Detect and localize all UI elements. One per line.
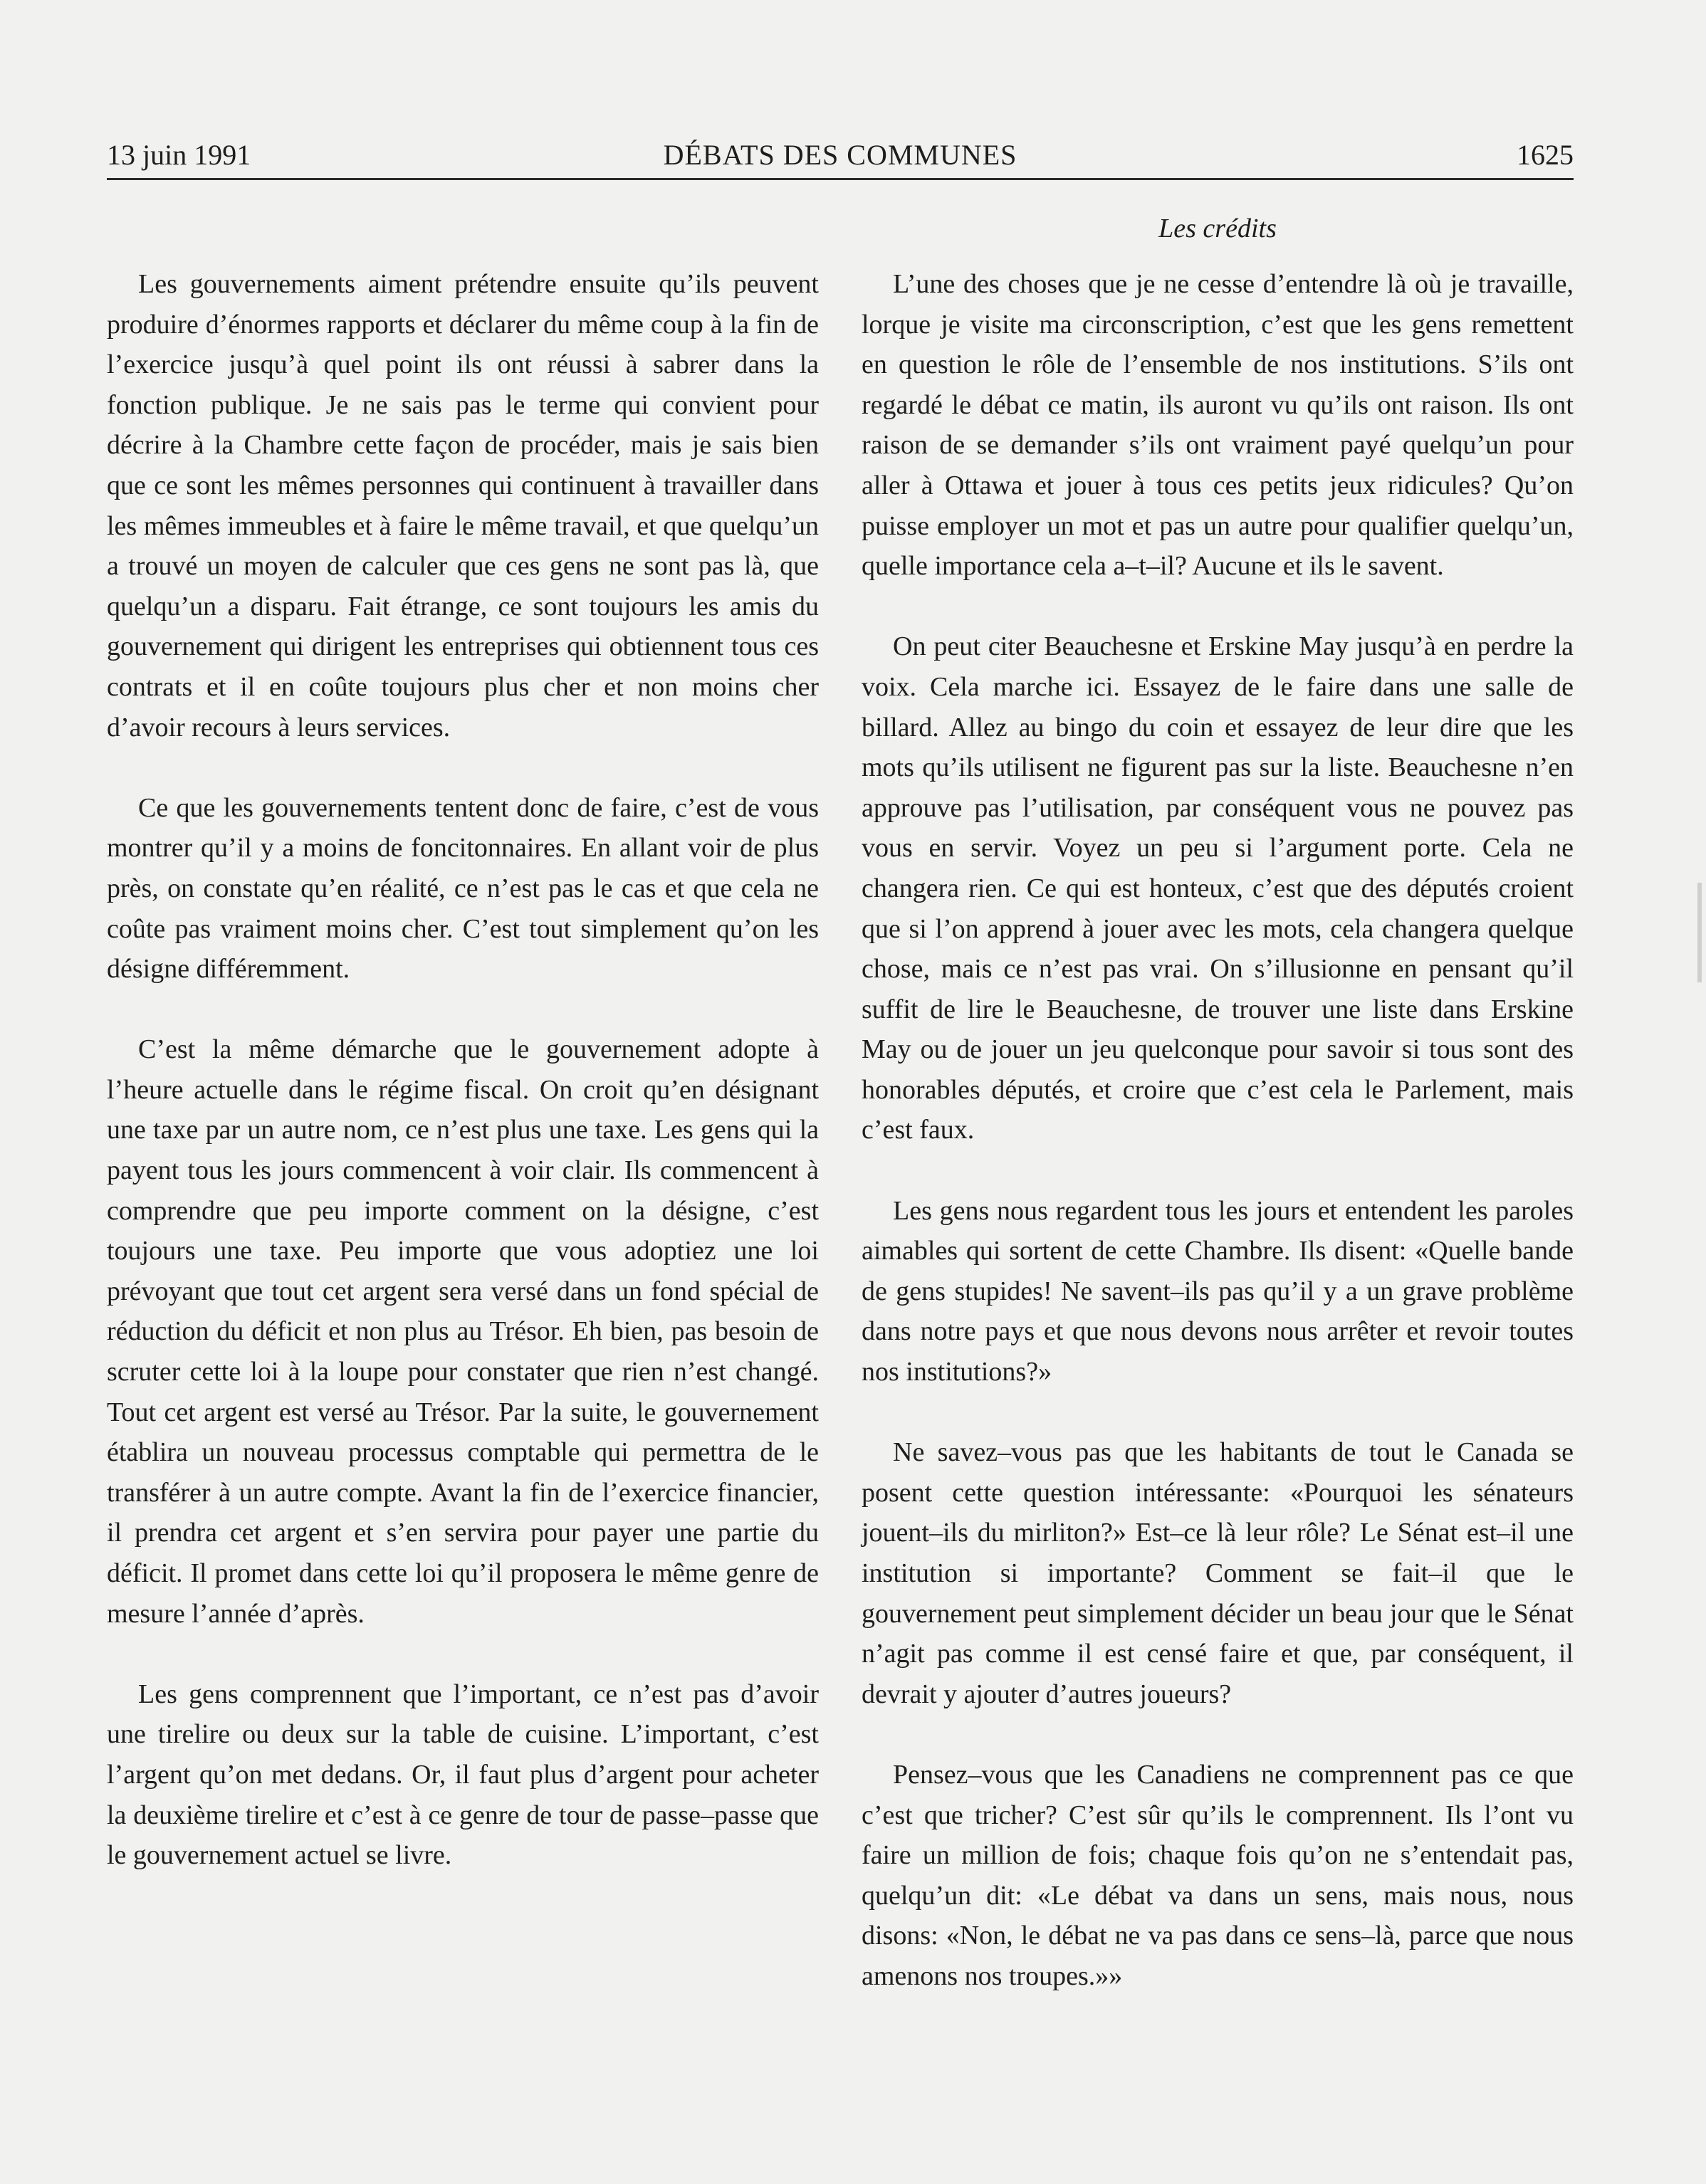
paragraph: L’une des choses que je ne cesse d’entendre là où je travaille, lorque je visite ma circonscription, c’est que les gens remettent en question le rôle de l’ensemble de nos institutions. S’ils ont regardé le débat ce matin, ils auront vu qu’ils ont raison. Ils ont raison de se demander s’ils ont vraiment payé quelqu’un pour aller à Ottawa et jouer à tous ces petits jeux ridicules? Qu’on puisse employer un mot et pas un autre pour qualifier quelqu’un, quelle importance cela a–t–il? Aucune et ils le savent. — [862, 269, 1574, 582]
left-column — [107, 264, 819, 1876]
journal-title: DÉBATS DES COMMUNES — [663, 139, 1017, 171]
section-title: Les crédits — [1158, 214, 1277, 243]
paragraph: Les gens nous regardent tous les jours et entendent les paroles aimables qui sortent de cette Chambre. Ils disent: «Quelle bande de gens stupides! Ne savent–ils pas qu’il y a un grave problème dans notre pays et que nous devons nous arrêter et revoir toutes nos institutions?» — [862, 1195, 1574, 1387]
right-column — [862, 264, 1574, 1997]
paragraph: Les gouvernements aiment prétendre ensuite qu’ils peuvent produire d’énormes rapports et déclarer du même coup à la fin de l’exercice jusqu’à quel point ils ont réussi à sabrer dans la fonction publique. Je ne sais pas le terme qui convient pour décrire à la Chambre cette façon de procéder, mais je sais bien que ce sont les mêmes personnes qui continuent à travailler dans les mêmes immeubles et à faire le même travail, et que quelqu’un a trouvé un moyen de calculer que ces gens ne sont pas là, que quelqu’un a disparu. Fait étrange, ce sont toujours les amis du gouvernement qui dirigent les entreprises qui obtiennent tous ces contrats et il en coûte toujours plus cher et non moins cher d’avoir recours à leurs services. — [107, 269, 819, 742]
page-header — [107, 135, 1574, 180]
paragraph: C’est la même démarche que le gouvernement adopte à l’heure actuelle dans le régime fiscal. On croit qu’en désignant une taxe par un autre nom, ce n’est plus une taxe. Les gens qui la payent tous les jours commencent à voir clair. Ils commencent à comprendre que peu importe comment on la désigne, c’est toujours une taxe. Peu importe que vous adoptiez une loi prévoyant que tout cet argent sera versé dans un fond spécial de réduction du déficit et non plus au Trésor. Eh bien, pas besoin de scruter cette loi à la loupe pour constater que rien n’est changé. Tout cet argent est versé au Trésor. Par la suite, le gouvernement établira un nouveau processus comptable qui permettra de le transférer à un autre compte. Avant la fin de l’exercice financier, il prendra cet argent et s’en servira pour payer une partie du déficit. Il promet dans cette loi qu’il proposera le même genre de mesure l’année d’après. — [107, 1034, 819, 1629]
paragraph: Les gens comprennent que l’important, ce n’est pas d’avoir une tirelire ou deux sur la table de cuisine. L’important, c’est l’argent qu’on met dedans. Or, il faut plus d’argent pour acheter la deuxième tirelire et c’est à ce genre de tour de passe–passe que le gouvernement actuel se livre. — [107, 1679, 819, 1871]
paragraph: Ce que les gouvernements tentent donc de faire, c’est de vous montrer qu’il y a moins de foncitonnaires. En allant voir de plus près, on constate qu’en réalité, ce n’est pas le cas et que cela ne coûte pas vraiment moins cher. C’est tout simplement qu’on les désigne différemment. — [107, 792, 819, 985]
page-number: 1625 — [1517, 139, 1574, 171]
paragraph: Ne savez–vous pas que les habitants de tout le Canada se posent cette question intéressante: «Pourquoi les sénateurs jouent–ils du mirliton?» Est–ce là leur rôle? Le Sénat est–il une institution si importante? Comment se fait–il que le gouvernement peut simplement décider un beau jour que le Sénat n’agit pas comme il est censé faire et que, par conséquent, il devrait y ajouter d’autres joueurs? — [862, 1437, 1574, 1709]
paragraph: Pensez–vous que les Canadiens ne comprennent pas ce que c’est que tricher? C’est sûr qu’ils le comprennent. Ils l’ont vu faire un million de fois; chaque fois qu’on ne s’entendait pas, quelqu’un dit: «Le débat va dans un sens, mais nous, nous disons: «Non, le débat ne va pas dans ce sens–là, parce que nous amenons nos troupes.»» — [862, 1759, 1574, 1991]
header-date: 13 juin 1991 — [107, 139, 251, 171]
scan-edge-mark — [1697, 883, 1702, 982]
paragraph: On peut citer Beauchesne et Erskine May jusqu’à en perdre la voix. Cela marche ici. Essayez de le faire dans une salle de billard. Allez au bingo du coin et essayez de leur dire que les mots qu’ils utilisent ne figurent pas sur la liste. Beauchesne n’en approuve pas l’utilisation, par conséquent vous ne pouvez pas vous en servir. Voyez un peu si l’argument porte. Cela ne changera rien. Ce qui est honteux, c’est que des députés croient que si l’on apprend à jouer avec les mots, cela changera quelque chose, mais ce n’est pas vrai. On s’illusionne en pensant qu’il suffit de lire le Beauchesne, de trouver une liste dans Erskine May ou de jouer un jeu quelconque pour savoir si tous sont des honorables députés, et croire que c’est cela le Parlement, mais c’est faux. — [862, 631, 1574, 1145]
